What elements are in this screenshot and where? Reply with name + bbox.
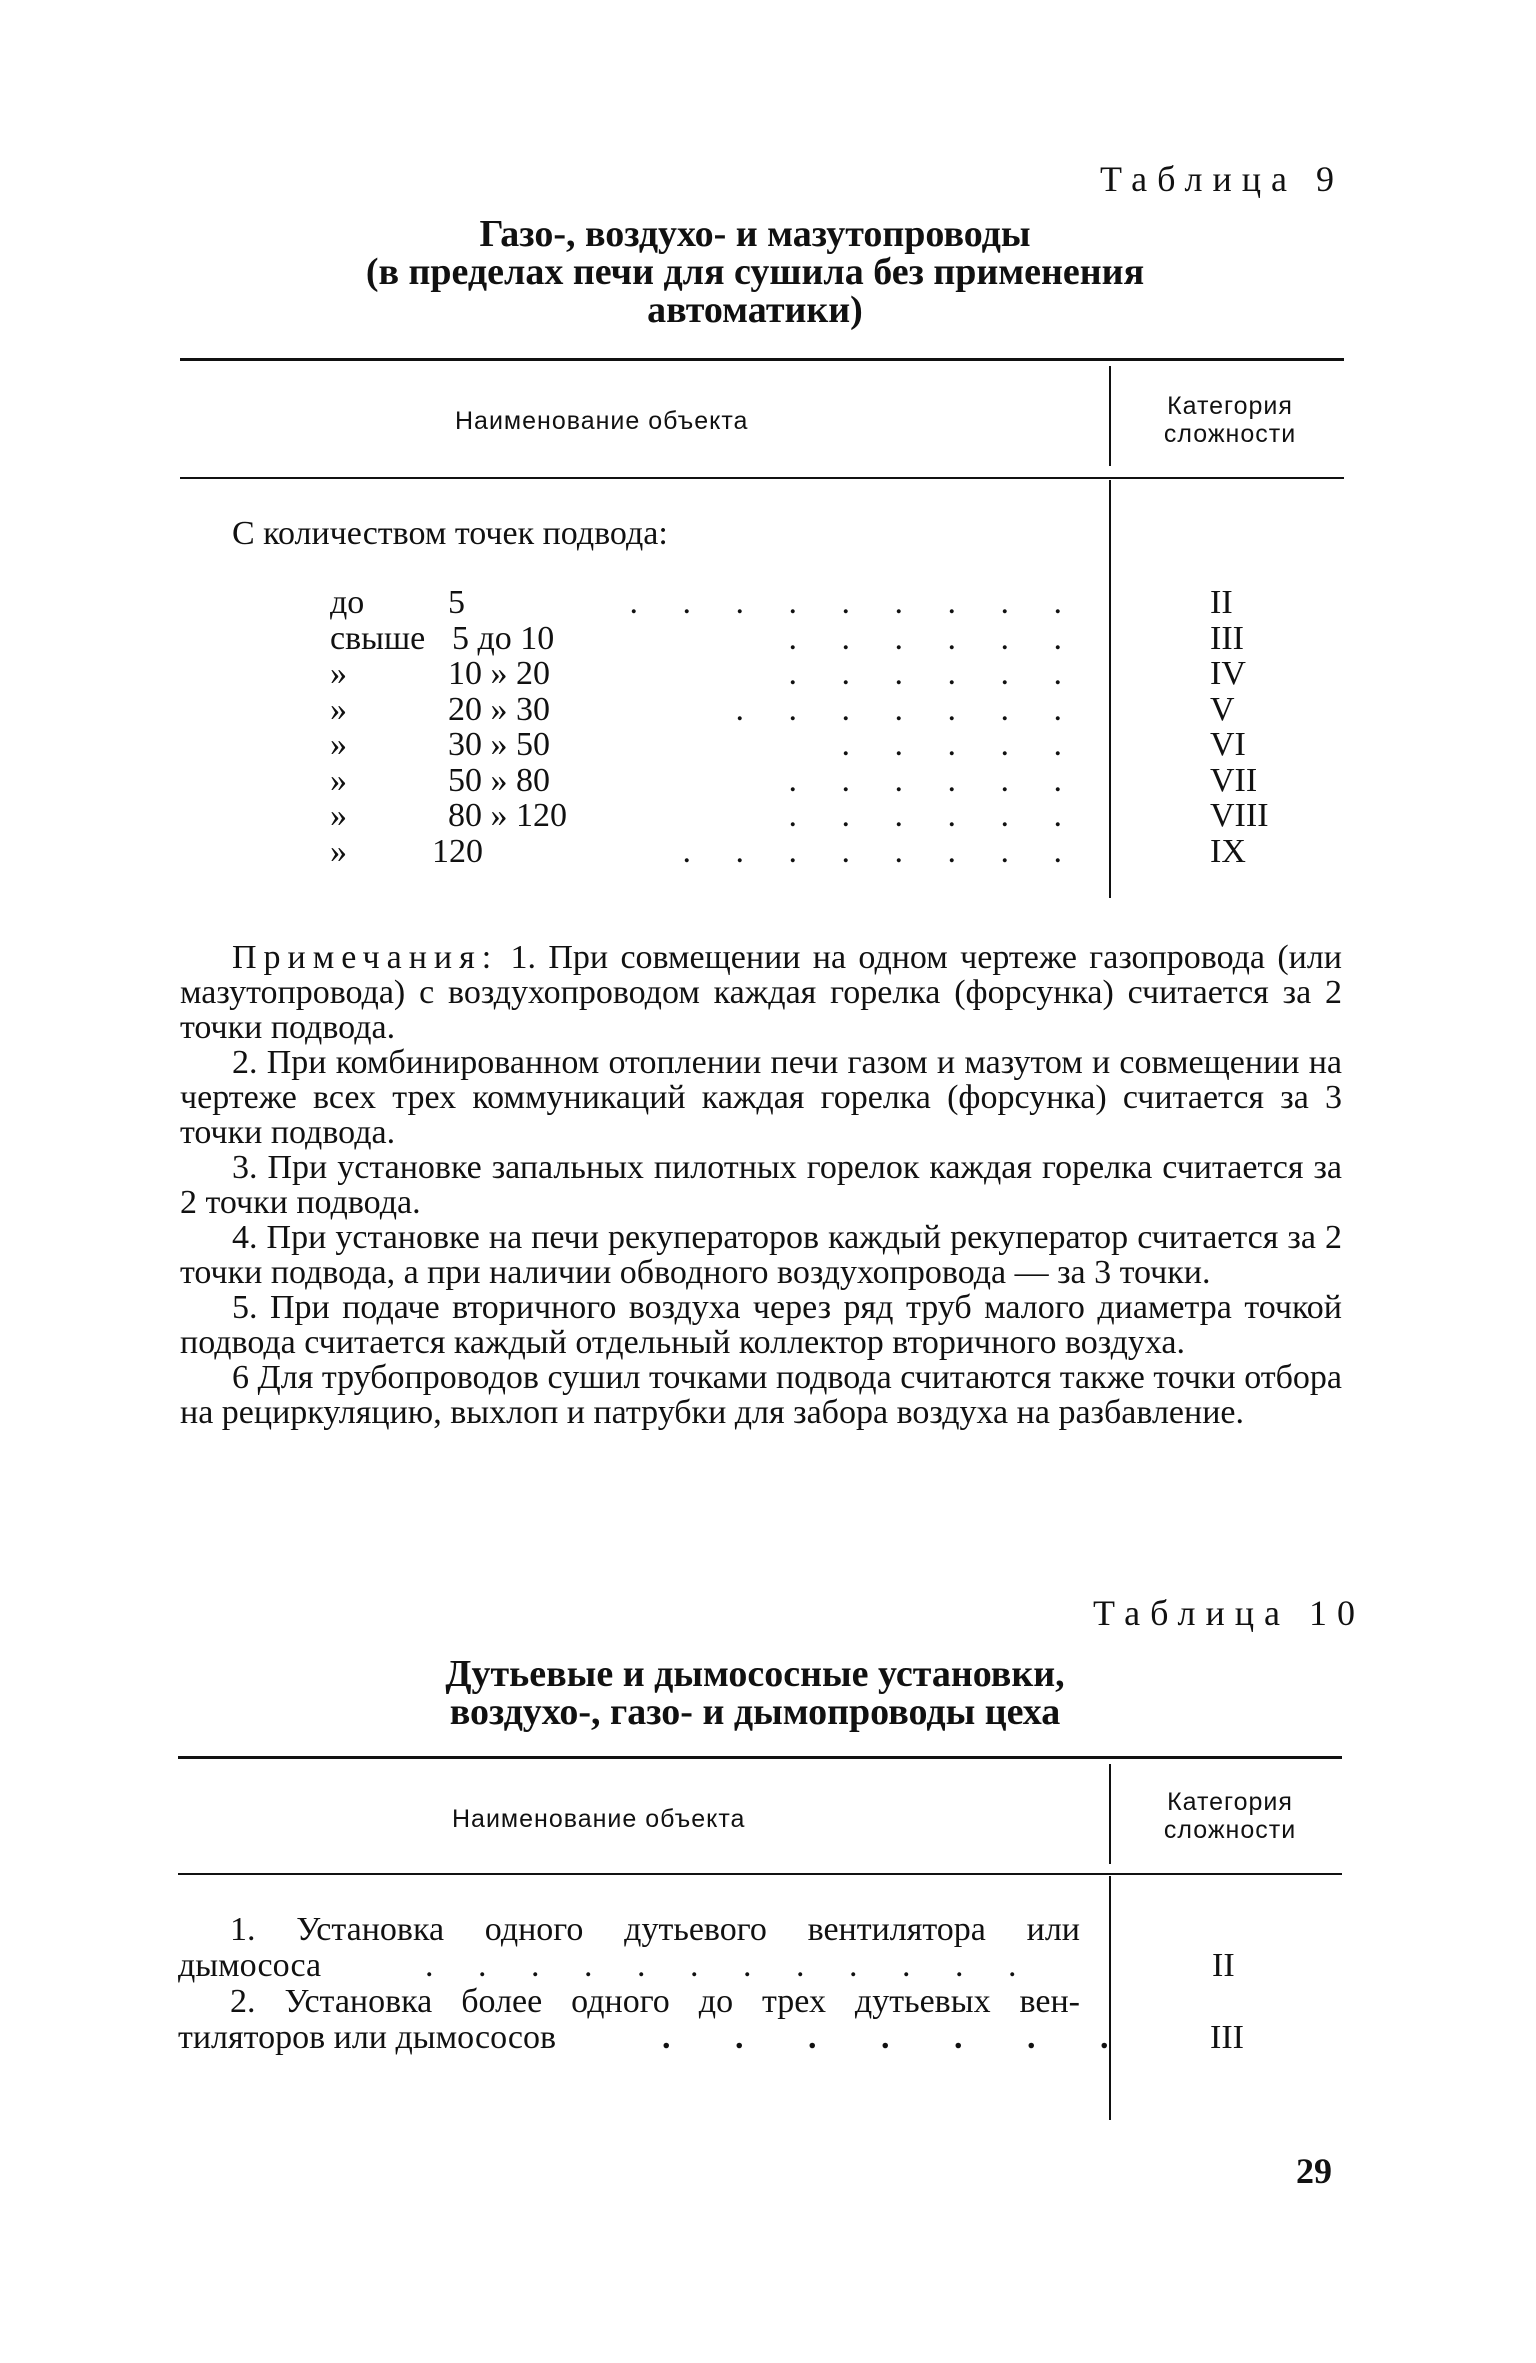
row-leader-dots: . . . . . . .	[735, 691, 1080, 728]
page-number: 29	[1296, 2151, 1332, 2191]
table9-body-divider	[1109, 480, 1111, 898]
table10-header-divider	[1109, 1764, 1111, 1864]
row-range: 5 до 10	[452, 620, 555, 657]
row-prefix: до	[330, 584, 365, 621]
table10-title-line1: Дутьевые и дымососные установки,	[445, 1653, 1065, 1695]
table10-header-category-line1: Категория	[1167, 1788, 1293, 1816]
row-range: 80 » 120	[448, 797, 567, 834]
table-row	[330, 585, 1090, 620]
table10-row2-line2: тиляторов или дымососов	[178, 2019, 557, 2056]
row-range: 20 » 30	[448, 691, 550, 728]
table10-row2-dots: . . . . . . .	[662, 2019, 1137, 2056]
row-leader-dots: . . . . . .	[788, 797, 1080, 834]
row-leader-dots: . . . . . .	[788, 620, 1080, 657]
table10-header-name: Наименование объекта	[452, 1805, 746, 1833]
row-leader-dots: . . . . .	[841, 726, 1080, 763]
row-range: 10 » 20	[448, 655, 550, 692]
table9-header-name: Наименование объекта	[455, 407, 749, 435]
row-leader-dots: . . . . . .	[788, 655, 1080, 692]
table-row	[330, 727, 1090, 762]
row-category: IX	[1210, 833, 1246, 870]
row-leader-dots: . . . . . . . .	[682, 833, 1080, 870]
note-6: 6 Для трубопроводов сушил точками подвода считаются также точки отбора на рециркуляцию, выхлоп и патрубки для забора воздуха на разбавление.	[180, 1359, 1342, 1431]
note-2: 2. При комбинированном отоплении печи газом и мазутом и совмещении на чертеже всех трех коммуникаций каждая горелка (форсунка) считается за 3 точки подвода.	[180, 1044, 1342, 1151]
row-category: IV	[1210, 655, 1246, 692]
table9-intro: С количеством точек подвода:	[232, 515, 668, 552]
row-leader-dots: . . . . . . . . .	[629, 584, 1080, 621]
row-prefix: »	[330, 833, 347, 870]
table9-header-category-line1: Категория	[1167, 392, 1293, 420]
note-1: 1. При совмещении на одном чертеже газопровода (или мазутопровода) с воздухопроводом каждая горелка (форсунка) считается за 2 точки подвода.	[180, 939, 1342, 1046]
table9-label: Таблица 9	[1100, 159, 1344, 199]
row-category: II	[1210, 584, 1233, 621]
row-prefix: »	[330, 691, 347, 728]
note-5: 5. При подаче вторичного воздуха через ряд труб малого диаметра точкой подвода считается каждый отдельный коллектор вторичного воздуха.	[180, 1289, 1342, 1361]
table10-row1-line2: дымососа	[178, 1947, 322, 1984]
note-4: 4. При установке на печи рекуператоров каждый рекуператор считается за 2 точки подвода, а при наличии обводного воздухопровода — за 3 точки.	[180, 1219, 1342, 1291]
table-row	[330, 692, 1090, 727]
table10-row1-dots: . . . . . . . . . . . .	[425, 1947, 1035, 1984]
row-category: III	[1210, 620, 1244, 657]
row-range: 5	[448, 584, 465, 621]
row-range: 120	[432, 833, 483, 870]
row-range: 50 » 80	[448, 762, 550, 799]
table10-row1-category: II	[1212, 1947, 1235, 1984]
table9-header-category-line2: сложности	[1163, 420, 1297, 448]
row-leader-dots: . . . . . .	[788, 762, 1080, 799]
row-prefix: »	[330, 726, 347, 763]
table10-title-line2: воздухо-, газо- и дымопроводы цеха	[449, 1691, 1061, 1733]
row-range: 30 » 50	[448, 726, 550, 763]
table10-row1-line1: 1. Установка одного дутьевого вентилятора или	[230, 1911, 1080, 1948]
table9-header-rule	[180, 477, 1344, 479]
row-category: VII	[1210, 762, 1258, 799]
table10-top-rule	[178, 1756, 1342, 1759]
table9-header-divider	[1109, 366, 1111, 466]
table-row	[330, 656, 1090, 691]
row-prefix: »	[330, 655, 347, 692]
table-row	[330, 763, 1090, 798]
table-row	[330, 621, 1090, 656]
table10-row2-line1: 2. Установка более одного до трех дутьевых вен-	[230, 1983, 1080, 2020]
row-category: VI	[1210, 726, 1246, 763]
table10-header-rule	[178, 1873, 1342, 1875]
table10-row2-category: III	[1210, 2019, 1244, 2056]
table10-label: Таблица 10	[1093, 1593, 1365, 1633]
row-category: VIII	[1210, 797, 1269, 834]
row-prefix: »	[330, 762, 347, 799]
table9-title-line1: Газо-, воздухо- и мазутопроводы	[479, 213, 1031, 255]
notes-heading: Примечания:	[232, 939, 499, 976]
table10-body-divider	[1109, 1876, 1111, 2120]
notes-block	[180, 940, 1342, 1430]
table-row	[330, 834, 1090, 869]
row-prefix: »	[330, 797, 347, 834]
table9-title-line2: (в пределах печи для сушила без применения	[365, 251, 1145, 293]
table9-top-rule	[180, 358, 1344, 361]
table-row	[330, 798, 1090, 833]
table10-header-category-line2: сложности	[1163, 1816, 1297, 1844]
note-3: 3. При установке запальных пилотных горелок каждая горелка считается за 2 точки подвода.	[180, 1149, 1342, 1221]
table9-title-line3: автоматики)	[647, 289, 863, 331]
row-prefix: свыше	[330, 620, 426, 657]
row-category: V	[1210, 691, 1235, 728]
